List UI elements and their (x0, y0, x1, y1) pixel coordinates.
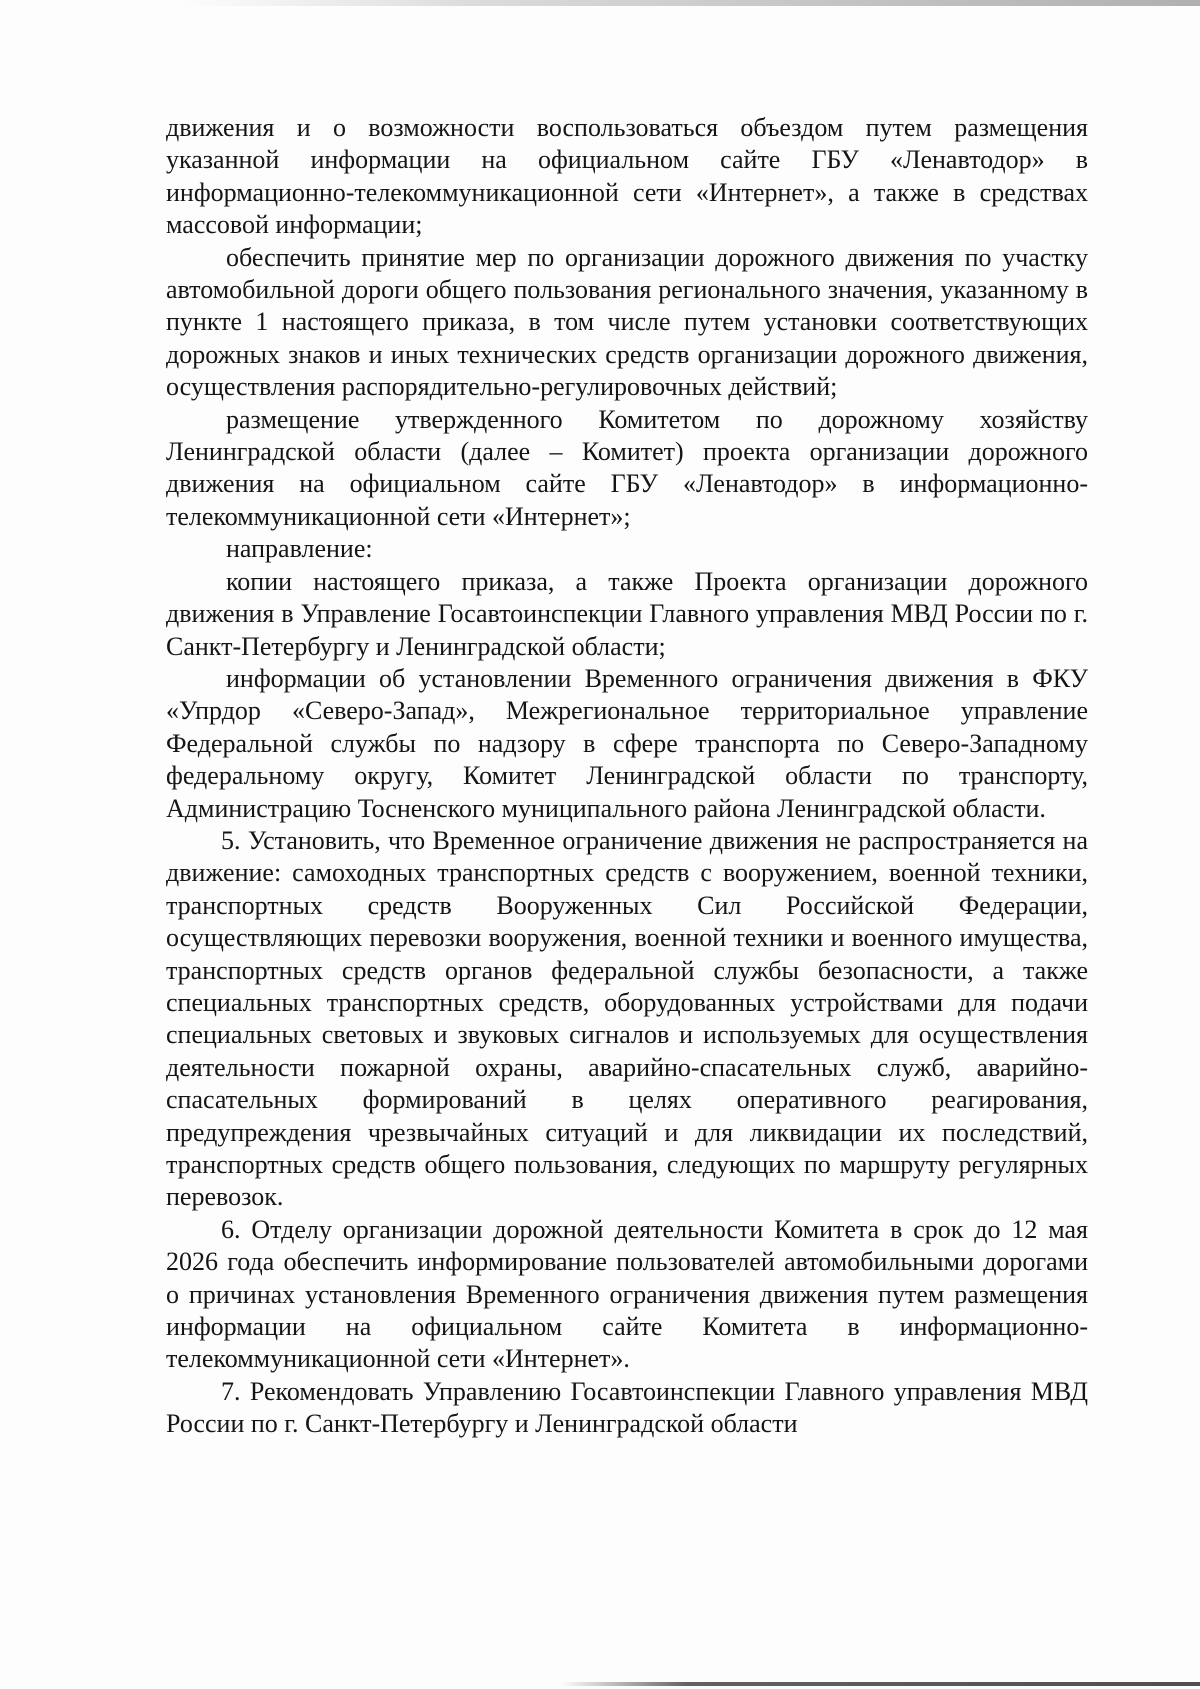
paragraph-item-7: 7. Рекомендовать Управлению Госавтоинспекции Главного управления МВД России по г. Санкт-Петербургу и Ленинградской области (166, 1376, 1088, 1439)
paragraph-continuation: движения и о возможности воспользоваться объездом путем размещения указанной информации на официальном сайте ГБУ «Ленавтодор» в информационно-телекоммуникационной сети «Интернет», а также в средствах массовой информации; (166, 113, 1088, 240)
scan-edge-bottom (560, 1682, 1200, 1686)
document-body (166, 112, 1088, 1441)
paragraph-item-5: 5. Установить, что Временное ограничение движения не распространяется на движение: самоходных транспортных средств с вооружением, военной техники, транспортных средств Вооруженных Сил Российской Федерации, осуществляющих перевозки вооружения, военной техники и военного имущества, транспортных средств органов федеральной службы безопасности, а также специальных транспортных средств, оборудованных устройствами для подачи специальных световых и звуковых сигналов и используемых для осуществления деятельности пожарной охраны, аварийно-спасательных служб, аварийно-спасательных формирований в целях оперативного реагирования, предупреждения чрезвычайных ситуаций и для ликвидации их последствий, транспортных средств общего пользования, следующих по маршруту регулярных перевозок. (166, 825, 1088, 1212)
scan-edge-top (180, 0, 1200, 6)
paragraph-item-6: 6. Отделу организации дорожной деятельности Комитета в срок до 12 мая 2026 года обеспечить информирование пользователей автомобильными дорогами о причинах установления Временного ограничения движения путем размещения информации на официальном сайте Комитета в информационно-телекоммуникационной сети «Интернет». (166, 1214, 1088, 1374)
paragraph-direction: направление: (226, 534, 373, 564)
paragraph-traffic-measures: обеспечить принятие мер по организации дорожного движения по участку автомобильной дороги общего пользования регионального значения, указанному в пункте 1 настоящего приказа, в том числе путем установки соответствующих дорожных знаков и иных технических средств организации дорожного движения, осуществления распорядительно-регулировочных действий; (166, 242, 1088, 402)
paragraph-copies: копии настоящего приказа, а также Проекта организации дорожного движения в Управление Госавтоинспекции Главного управления МВД России по г. Санкт-Петербургу и Ленинградской области; (166, 566, 1088, 661)
paragraph-information: информации об установлении Временного ограничения движения в ФКУ «Упрдор «Северо-Запад», Межрегиональное территориальное управление Федеральной службы по надзору в сфере транспорта по Северо-Западному федеральному округу, Комитет Ленинградской области по транспорту, Администрацию Тосненского муниципального района Ленинградской области. (166, 663, 1088, 823)
paragraph-project-publication: размещение утвержденного Комитетом по дорожному хозяйству Ленинградской области (далее – Комитет) проекта организации дорожного движения на официальном сайте ГБУ «Ленавтодор» в информационно-телекоммуникационной сети «Интернет»; (166, 404, 1088, 531)
